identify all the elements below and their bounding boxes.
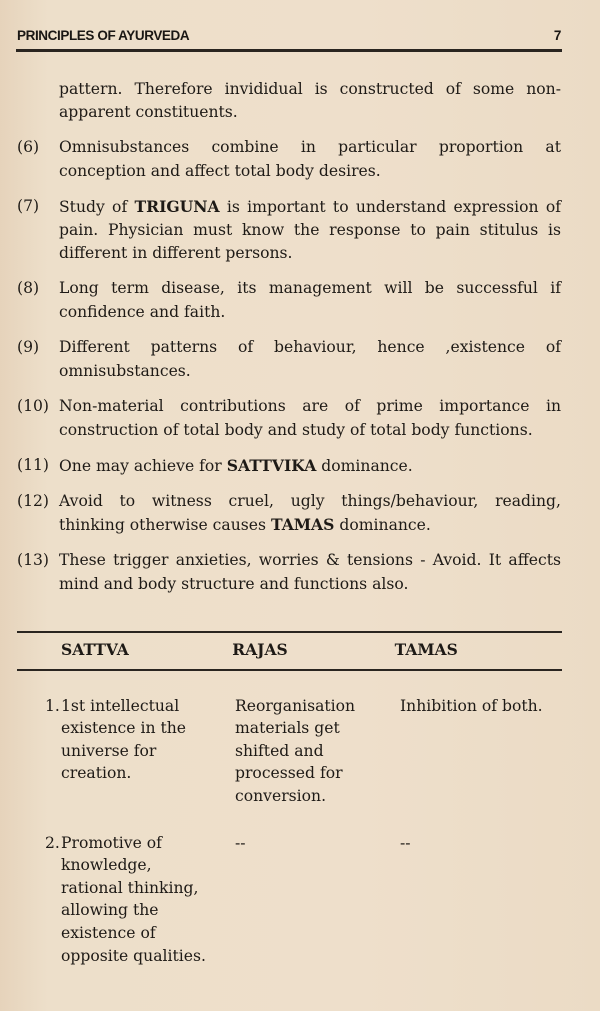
item-number: (10) — [17, 397, 50, 415]
list-item — [17, 490, 561, 537]
running-title: PRINCIPLES OF AYURVEDA — [17, 28, 190, 43]
sattva-text: Promotive of knowledge, rational thinking, allowing the existence of opposite qualities. — [61, 833, 206, 965]
item-text: One may achieve for SATTVIKA dominance. — [59, 456, 413, 475]
header-rajas: RAJAS — [232, 640, 288, 659]
item-number: (9) — [17, 338, 40, 356]
body-text — [17, 78, 561, 608]
list-item — [17, 549, 561, 596]
table-header-rule — [17, 669, 562, 671]
list-item — [17, 454, 561, 478]
item-text: These trigger anxieties, worries & tensions - Avoid. It affects mind and body structure and functions also. — [59, 551, 561, 593]
running-header — [17, 28, 561, 43]
continued-paragraph: pattern. Therefore invididual is constructed of some non-apparent constituents. — [59, 80, 561, 121]
cell-tamas: -- — [400, 833, 411, 852]
item-number: (12) — [17, 492, 50, 510]
table-row — [17, 832, 562, 968]
triguna-table — [17, 631, 562, 967]
item-text: Long term disease, its management will be successful if confidence and faith. — [59, 279, 561, 321]
row-number: 1. — [45, 696, 60, 715]
page-number: 7 — [553, 28, 561, 43]
list-item — [17, 277, 561, 324]
item-number: (8) — [17, 279, 40, 297]
item-text: Different patterns of behaviour, hence ,existence of omnisubstances. — [59, 338, 561, 380]
table-row — [17, 695, 562, 808]
item-text: Omnisubstances combine in particular proportion at conception and affect total body desires. — [59, 138, 561, 180]
cell-sattva — [45, 695, 235, 808]
item-number: (7) — [17, 197, 40, 215]
item-number: (11) — [17, 456, 50, 474]
header-sattva: SATTVA — [61, 640, 129, 659]
item-number: (13) — [17, 551, 50, 569]
header-tamas: TAMAS — [394, 640, 458, 659]
list-item — [17, 395, 561, 442]
cell-sattva — [45, 832, 235, 968]
cell-tamas: Inhibition of both. — [400, 696, 543, 715]
cell-rajas: -- — [235, 833, 246, 852]
item-text: Non-material contributions are of prime importance in construction of total body and study of total body functions. — [59, 397, 561, 439]
item-text: Avoid to witness cruel, ugly things/behaviour, reading, thinking otherwise causes TAMAS dominance. — [59, 492, 561, 534]
sattva-text: 1st intellectual existence in the universe for creation. — [61, 696, 186, 783]
list-item — [17, 336, 561, 383]
list-item — [17, 195, 561, 265]
list-item — [17, 136, 561, 183]
item-number: (6) — [17, 138, 40, 156]
row-number: 2. — [45, 833, 60, 852]
item-text: Study of TRIGUNA is important to understand expression of pain. Physician must know the response to pain stitulus is different in different persons. — [59, 197, 562, 262]
header-rule — [16, 49, 562, 52]
table-header-row — [17, 633, 562, 669]
cell-rajas: Reorganisation materials get shifted and processed for conversion. — [235, 696, 356, 805]
